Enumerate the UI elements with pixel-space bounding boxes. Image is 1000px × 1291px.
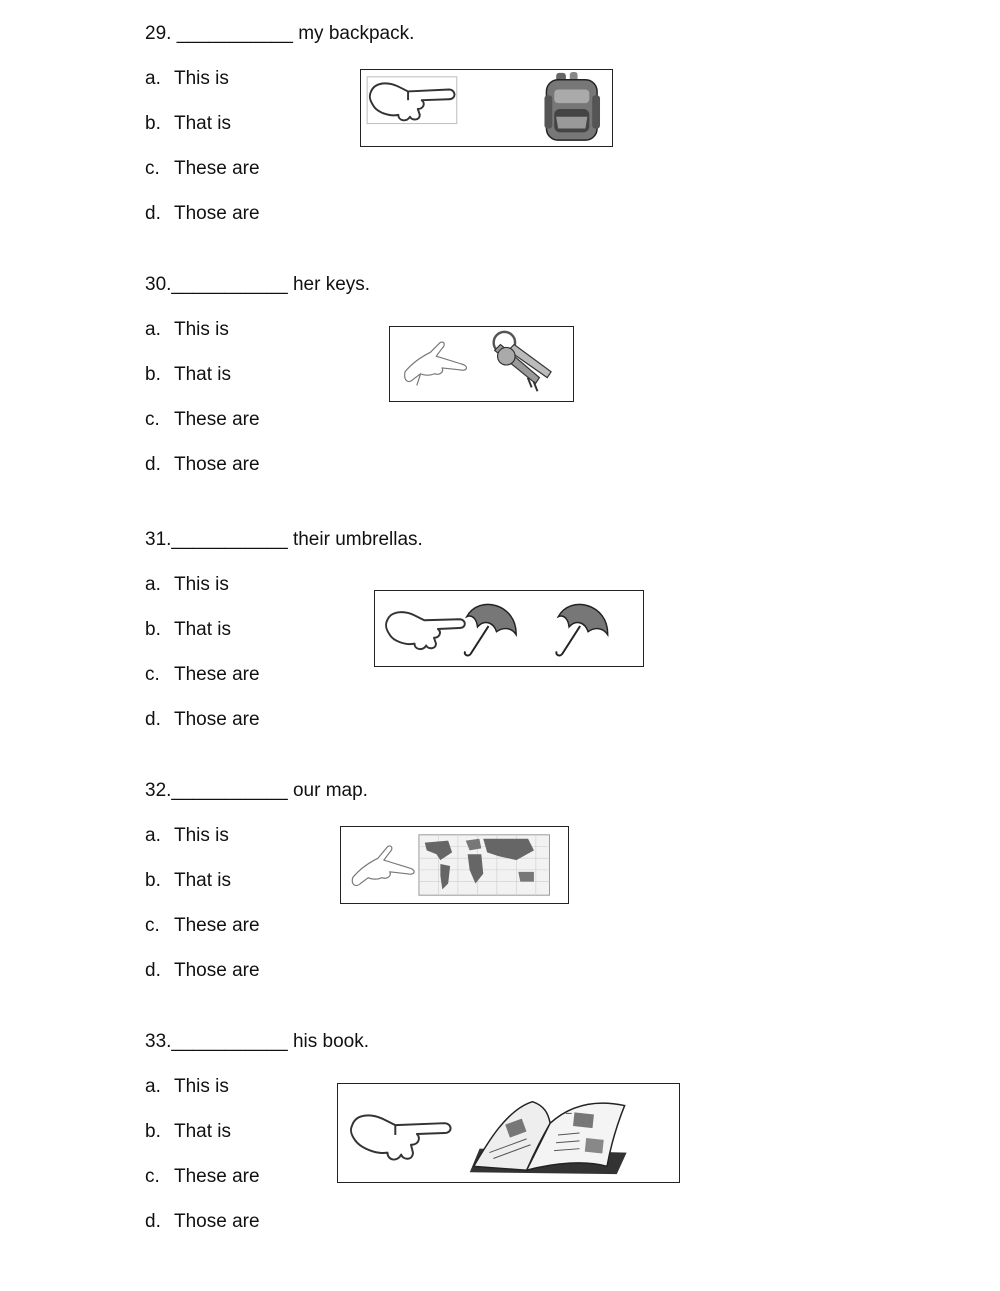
option-a[interactable]: [145, 318, 229, 342]
pointing-hand-icon: [405, 342, 467, 385]
pointing-hand-icon: [370, 83, 455, 120]
question-stem: [145, 1030, 369, 1054]
option-c[interactable]: [145, 157, 260, 181]
question-31: [0, 528, 1000, 768]
picture-box: [360, 69, 613, 147]
answer-blank[interactable]: ___________: [176, 23, 293, 44]
option-text: Those are: [174, 709, 260, 730]
option-text: Those are: [174, 454, 260, 475]
picture-illustration: [341, 827, 568, 903]
pointing-hand-icon: [351, 1115, 451, 1159]
option-c[interactable]: [145, 408, 260, 432]
option-letter: d.: [145, 960, 161, 981]
option-letter: d.: [145, 454, 161, 475]
option-letter: c.: [145, 1166, 160, 1187]
option-d[interactable]: [145, 959, 260, 983]
picture-illustration: [338, 1084, 679, 1182]
picture-box: [374, 590, 644, 667]
pointing-hand-icon: [386, 612, 465, 649]
picture-box: [389, 326, 574, 402]
question-number: 29.: [145, 23, 172, 44]
option-letter: b.: [145, 1121, 161, 1142]
option-text: Those are: [174, 203, 260, 224]
keys-icon: [494, 332, 551, 391]
option-text: These are: [174, 664, 260, 685]
question-32: [0, 779, 1000, 1019]
picture-illustration: [375, 591, 643, 666]
option-b[interactable]: [145, 363, 231, 387]
option-text: That is: [174, 113, 232, 134]
question-text: their umbrellas.: [292, 529, 423, 550]
option-text: These are: [174, 1166, 260, 1187]
option-letter: b.: [145, 619, 161, 640]
question-number: 32.: [145, 780, 172, 801]
answer-blank[interactable]: ___________: [171, 529, 288, 550]
option-text: That is: [174, 1121, 232, 1142]
answer-blank[interactable]: ___________: [171, 1031, 288, 1052]
question-30: [0, 273, 1000, 513]
option-letter: d.: [145, 203, 161, 224]
option-text: This is: [174, 68, 229, 89]
option-b[interactable]: [145, 112, 231, 136]
picture-illustration: [361, 70, 612, 146]
question-number: 33.: [145, 1031, 172, 1052]
umbrella-icon: [556, 597, 614, 655]
option-letter: c.: [145, 409, 160, 430]
answer-blank[interactable]: ___________: [171, 780, 288, 801]
option-text: This is: [174, 319, 229, 340]
option-letter: d.: [145, 709, 161, 730]
question-33: [0, 1030, 1000, 1270]
backpack-icon: [544, 72, 600, 140]
option-text: These are: [174, 158, 260, 179]
option-b[interactable]: [145, 1120, 231, 1144]
question-text: our map.: [292, 780, 368, 801]
picture-box: [340, 826, 569, 904]
option-letter: c.: [145, 664, 160, 685]
option-letter: a.: [145, 319, 161, 340]
question-number: 30.: [145, 274, 172, 295]
option-letter: c.: [145, 915, 160, 936]
picture-illustration: [390, 327, 573, 401]
question-stem: [145, 22, 414, 46]
option-text: Those are: [174, 960, 260, 981]
option-letter: a.: [145, 825, 161, 846]
option-letter: a.: [145, 68, 161, 89]
option-b[interactable]: [145, 618, 231, 642]
question-number: 31.: [145, 529, 172, 550]
option-a[interactable]: [145, 824, 229, 848]
option-text: These are: [174, 409, 260, 430]
option-text: This is: [174, 1076, 229, 1097]
option-text: This is: [174, 574, 229, 595]
question-text: her keys.: [292, 274, 371, 295]
question-stem: [145, 528, 423, 552]
option-text: That is: [174, 364, 232, 385]
pointing-hand-icon: [352, 846, 414, 885]
option-text: Those are: [174, 1211, 260, 1232]
open-book-icon: [470, 1102, 627, 1175]
option-text: That is: [174, 870, 232, 891]
option-d[interactable]: [145, 202, 260, 226]
option-text: That is: [174, 619, 232, 640]
option-text: This is: [174, 825, 229, 846]
option-c[interactable]: [145, 914, 260, 938]
option-a[interactable]: [145, 1075, 229, 1099]
option-a[interactable]: [145, 67, 229, 91]
option-text: These are: [174, 915, 260, 936]
question-29: [0, 22, 1000, 262]
question-stem: [145, 779, 368, 803]
option-letter: b.: [145, 113, 161, 134]
option-letter: a.: [145, 1076, 161, 1097]
option-letter: a.: [145, 574, 161, 595]
option-a[interactable]: [145, 573, 229, 597]
umbrella-icon: [465, 597, 523, 655]
option-letter: c.: [145, 158, 160, 179]
world-map-icon: [419, 835, 550, 895]
option-c[interactable]: [145, 663, 260, 687]
picture-box: [337, 1083, 680, 1183]
option-c[interactable]: [145, 1165, 260, 1189]
option-b[interactable]: [145, 869, 231, 893]
option-letter: b.: [145, 870, 161, 891]
question-stem: [145, 273, 370, 297]
question-text: my backpack.: [298, 23, 415, 44]
option-d[interactable]: [145, 453, 260, 477]
option-d[interactable]: [145, 1210, 260, 1234]
option-letter: d.: [145, 1211, 161, 1232]
answer-blank[interactable]: ___________: [171, 274, 288, 295]
question-text: his book.: [292, 1031, 369, 1052]
option-d[interactable]: [145, 708, 260, 732]
option-letter: b.: [145, 364, 161, 385]
